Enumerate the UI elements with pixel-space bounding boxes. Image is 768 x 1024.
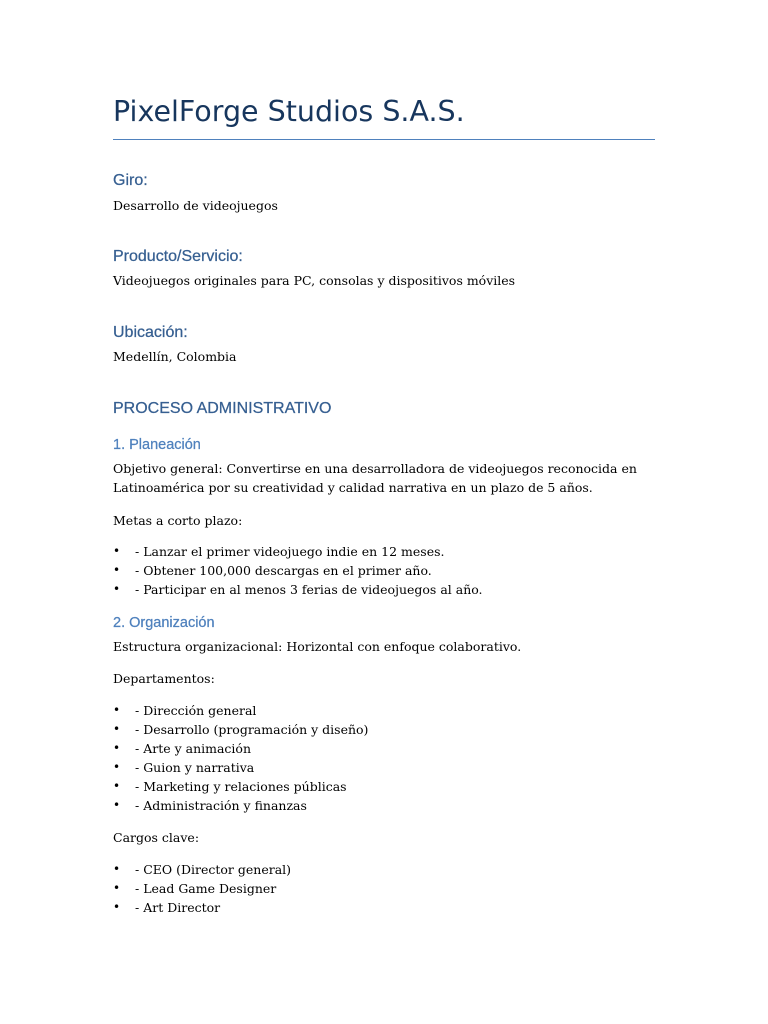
giro-heading: Giro:: [113, 172, 148, 189]
bullet-icon: •: [113, 862, 121, 876]
document-title: PixelForge Studios S.A.S.: [113, 95, 465, 128]
list-item-text: - Desarrollo (programación y diseño): [135, 722, 369, 737]
metas-label: Metas a corto plazo:: [113, 513, 243, 528]
organizacion-heading: 2. Organización: [113, 615, 215, 631]
list-item-text: - Lead Game Designer: [135, 881, 277, 896]
producto-heading: Producto/Servicio:: [113, 248, 243, 265]
list-item-text: - Dirección general: [135, 703, 257, 718]
proceso-heading: PROCESO ADMINISTRATIVO: [113, 400, 332, 417]
list-item-text: - Obtener 100,000 descargas en el primer año.: [135, 563, 432, 578]
planeacion-objetivo: Objetivo general: Convertirse en una desarrolladora de videojuegos reconocida en Latinoamérica por su creatividad y calidad narrativa en un plazo de 5 años.: [113, 461, 637, 495]
organizacion-estructura: Estructura organizacional: Horizontal con enfoque colaborativo.: [113, 639, 522, 654]
bullet-icon: •: [113, 741, 121, 755]
bullet-icon: •: [113, 779, 121, 793]
list-item-text: - Art Director: [135, 900, 221, 915]
bullet-icon: •: [113, 760, 121, 774]
list-item-text: - Guion y narrativa: [135, 760, 255, 775]
bullet-icon: •: [113, 798, 121, 812]
bullet-icon: •: [113, 544, 121, 558]
departamentos-label: Departamentos:: [113, 671, 215, 686]
bullet-icon: •: [113, 563, 121, 577]
list-item-text: - Marketing y relaciones públicas: [135, 779, 347, 794]
list-item-text: - Arte y animación: [135, 741, 252, 756]
bullet-icon: •: [113, 881, 121, 895]
list-item-text: - Participar en al menos 3 ferias de videojuegos al año.: [135, 582, 483, 597]
cargos-label: Cargos clave:: [113, 830, 200, 845]
producto-text: Videojuegos originales para PC, consolas y dispositivos móviles: [113, 273, 516, 288]
bullet-icon: •: [113, 900, 121, 914]
planeacion-heading: 1. Planeación: [113, 437, 201, 453]
list-item-text: - Lanzar el primer videojuego indie en 12 meses.: [135, 544, 445, 559]
list-item-text: - Administración y finanzas: [135, 798, 307, 813]
ubicacion-heading: Ubicación:: [113, 324, 188, 341]
bullet-icon: •: [113, 582, 121, 596]
title-underline: [113, 139, 655, 140]
list-item-text: - CEO (Director general): [135, 862, 292, 877]
ubicacion-text: Medellín, Colombia: [113, 349, 237, 364]
giro-text: Desarrollo de videojuegos: [113, 198, 278, 213]
bullet-icon: •: [113, 722, 121, 736]
bullet-icon: •: [113, 703, 121, 717]
